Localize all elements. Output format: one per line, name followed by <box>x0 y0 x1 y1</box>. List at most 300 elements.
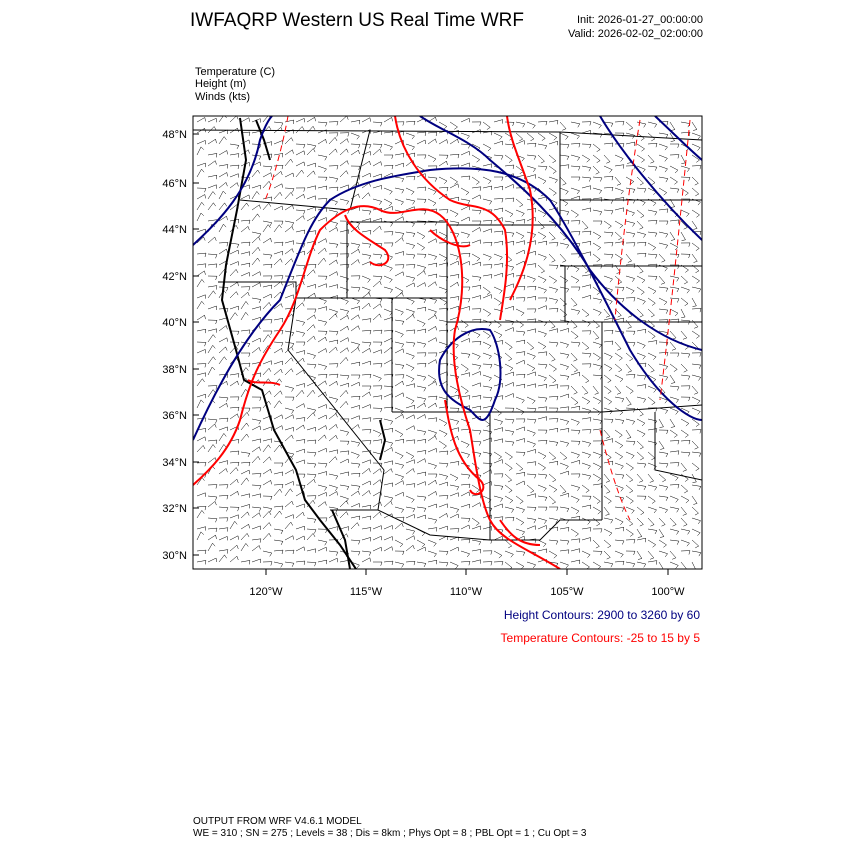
wind-barb <box>527 286 536 290</box>
wind-barb <box>604 364 612 371</box>
wind-barb <box>659 551 668 557</box>
wind-barb <box>197 163 206 167</box>
wind-barb <box>285 397 294 401</box>
wind-barb <box>604 232 613 236</box>
wind-barb <box>384 338 393 342</box>
wind-barb <box>604 254 613 258</box>
wind-barb <box>384 165 393 169</box>
wind-barb <box>197 253 206 257</box>
wind-barb <box>604 439 613 443</box>
wind-barb <box>439 161 448 166</box>
wind-barb <box>230 243 239 248</box>
wind-barb <box>549 254 555 262</box>
wind-barb <box>571 372 580 376</box>
wind-barb <box>494 263 503 267</box>
wind-barb <box>274 369 282 375</box>
wind-barb <box>373 536 382 540</box>
wind-barb <box>494 496 503 502</box>
wind-barb <box>505 306 514 310</box>
wind-barb <box>428 518 437 523</box>
wind-barb <box>571 166 580 170</box>
wind-barb <box>329 133 338 137</box>
wind-barb <box>318 540 327 545</box>
wind-barb <box>571 309 580 315</box>
wind-barb <box>296 351 305 355</box>
wind-barb <box>285 192 293 199</box>
wind-barb <box>483 254 491 260</box>
wind-barb <box>681 386 690 390</box>
wind-barb <box>571 560 580 564</box>
wind-barb <box>527 430 535 436</box>
wind-barb <box>285 159 293 166</box>
wind-barb <box>439 496 448 500</box>
wind-barb <box>252 214 260 221</box>
wind-barb <box>208 161 217 166</box>
wind-barb <box>362 374 371 378</box>
wind-barb <box>252 559 261 563</box>
wind-barb <box>571 529 579 536</box>
wind-barb <box>296 504 305 508</box>
wind-barb <box>329 309 338 315</box>
wind-barb <box>373 298 382 303</box>
wind-barb <box>417 415 426 420</box>
wind-barb <box>384 155 393 159</box>
wind-barb <box>406 133 415 139</box>
wind-barb <box>351 260 359 266</box>
wind-barb <box>549 408 558 412</box>
wind-barb <box>494 287 502 294</box>
wind-barb <box>395 452 403 459</box>
wind-barb <box>230 545 238 551</box>
wind-barb <box>527 441 536 447</box>
wind-barb <box>615 441 623 448</box>
wind-barb <box>219 191 226 199</box>
wind-barb <box>208 175 217 179</box>
wind-barb <box>483 342 491 349</box>
wind-barb <box>461 561 470 565</box>
wind-barb <box>285 358 293 364</box>
wind-barb <box>571 474 580 478</box>
wind-barb <box>230 144 239 149</box>
wind-barb <box>472 122 481 126</box>
wind-barb <box>637 287 644 295</box>
wind-barb <box>263 173 272 177</box>
wind-barb <box>439 513 448 518</box>
wind-barb <box>692 331 700 339</box>
wind-barb <box>406 298 414 304</box>
wind-barb <box>362 319 371 323</box>
wind-barb <box>318 307 327 311</box>
wind-barb <box>604 143 613 147</box>
wind-barb <box>571 507 579 514</box>
wind-barb <box>483 177 491 184</box>
wind-barb <box>560 386 569 390</box>
temperature-contour-legend: Temperature Contours: -25 to 15 by 5 <box>500 631 700 645</box>
wind-barb <box>648 232 657 237</box>
wind-barb <box>417 430 426 435</box>
wind-barb <box>307 549 316 553</box>
wind-barb <box>208 153 217 157</box>
wind-barb <box>593 122 601 128</box>
wind-barb <box>219 418 228 422</box>
wind-barb <box>263 294 272 298</box>
wind-barb <box>197 445 205 452</box>
wind-barb <box>197 301 204 309</box>
wind-barb <box>637 551 642 560</box>
wind-barb <box>307 163 316 167</box>
wind-barb <box>208 286 217 290</box>
wind-barb <box>560 550 569 554</box>
wind-barb <box>428 396 437 400</box>
wind-barb <box>197 550 206 554</box>
wind-barb <box>582 353 591 357</box>
wind-barb <box>615 561 624 565</box>
wind-barb <box>417 155 426 159</box>
wind-barb <box>549 177 558 183</box>
wind-barb <box>219 433 226 441</box>
wind-barb <box>648 452 655 460</box>
wind-barb <box>340 116 348 122</box>
wind-barb <box>384 496 393 501</box>
wind-barb <box>428 282 437 287</box>
wind-barb <box>494 485 503 490</box>
wind-barb <box>604 518 613 523</box>
wind-barb <box>406 276 415 282</box>
wind-barb <box>670 562 678 568</box>
wind-barb <box>428 274 437 278</box>
wind-barb <box>483 220 492 224</box>
wind-barb <box>351 243 360 248</box>
wind-barb <box>263 320 272 324</box>
wind-barb <box>626 166 635 170</box>
wind-barb <box>417 298 426 303</box>
wind-barb <box>637 177 644 185</box>
wind-barb <box>340 133 349 137</box>
wind-barb <box>549 265 558 269</box>
wind-barb <box>681 529 690 534</box>
lat-label: 38°N <box>162 364 187 376</box>
wind-barb <box>362 386 371 390</box>
wind-barb <box>318 349 327 354</box>
wind-barb <box>626 177 634 184</box>
wind-barb <box>472 518 479 526</box>
wind-barb <box>549 166 556 174</box>
wind-barb <box>483 122 490 130</box>
wind-barb <box>395 232 404 237</box>
wind-barb <box>307 144 316 149</box>
wind-barb <box>428 326 437 331</box>
wind-barb <box>208 237 216 243</box>
wind-barb <box>670 232 675 241</box>
wind-barb <box>241 272 250 276</box>
wind-barb <box>549 452 556 460</box>
wind-barb <box>527 264 536 268</box>
wind-barb <box>692 375 701 381</box>
wind-barb <box>527 397 535 404</box>
wind-barb <box>615 452 623 459</box>
wind-barb <box>362 460 371 464</box>
wind-barb <box>538 144 547 149</box>
wind-barb <box>318 405 327 409</box>
wind-barb <box>593 375 602 379</box>
wind-barb <box>571 143 580 147</box>
wind-barb <box>516 408 524 415</box>
wind-barb <box>626 364 632 372</box>
wind-barb <box>219 182 227 188</box>
wind-barb <box>406 243 415 249</box>
wind-barb <box>351 194 360 199</box>
wind-barb <box>494 517 503 521</box>
wind-barb <box>395 265 404 269</box>
wind-barb <box>670 419 675 428</box>
wind-barb <box>428 480 437 485</box>
wind-barb <box>252 347 260 353</box>
wind-barb <box>549 320 555 328</box>
wind-barb <box>373 149 381 155</box>
wind-barb <box>340 348 349 353</box>
wind-barb <box>527 342 534 350</box>
wind-barb <box>274 361 283 365</box>
wind-barb <box>318 492 327 496</box>
wind-barb <box>505 372 514 376</box>
wind-barb <box>571 287 580 291</box>
wind-barb <box>637 342 645 348</box>
wind-barb <box>373 430 381 437</box>
wind-barb <box>604 452 611 460</box>
wind-barb <box>428 418 437 422</box>
wind-barb <box>472 309 481 313</box>
wind-barb <box>571 221 580 225</box>
wind-barb <box>351 362 360 366</box>
wind-barb <box>648 397 655 405</box>
wind-barb <box>483 144 491 151</box>
wind-barb <box>197 560 206 564</box>
wind-barb <box>307 413 315 419</box>
wind-barb <box>274 184 283 188</box>
wind-barb <box>307 496 316 500</box>
wind-barb <box>571 155 580 161</box>
wind-barb <box>472 560 481 564</box>
wind-barb <box>307 562 316 566</box>
wind-barb <box>307 463 316 468</box>
wind-barb <box>252 232 261 237</box>
wind-barb <box>648 143 657 147</box>
wind-barb <box>329 347 337 353</box>
wind-barb <box>285 138 293 144</box>
wind-barb <box>439 155 448 159</box>
wind-barb <box>461 217 470 221</box>
wind-barb <box>318 374 327 378</box>
wind-barb <box>538 254 546 260</box>
wind-barb <box>263 507 272 512</box>
wind-barb <box>208 528 217 532</box>
wind-barb <box>395 342 404 348</box>
wind-barb <box>395 523 403 529</box>
wind-barb <box>681 309 685 318</box>
lat-label: 32°N <box>162 503 187 515</box>
wind-barb <box>549 141 558 145</box>
wind-barb <box>637 538 646 542</box>
wind-barb <box>538 452 546 459</box>
wind-barb <box>483 309 491 316</box>
wind-barb <box>439 263 448 267</box>
wind-barb <box>450 184 459 188</box>
wind-barb <box>681 452 690 456</box>
wind-barb <box>351 441 360 446</box>
wind-barb <box>241 203 249 210</box>
wind-barb <box>648 474 654 482</box>
wind-barb <box>307 309 316 313</box>
wind-barb <box>461 373 470 377</box>
wind-barb <box>461 386 468 394</box>
wind-barb <box>197 379 205 386</box>
wind-barb <box>560 364 569 370</box>
wind-barb <box>329 177 338 182</box>
wind-barb <box>516 210 524 216</box>
wind-barb <box>692 287 701 292</box>
wind-barb <box>318 155 327 160</box>
wind-barb <box>285 489 293 496</box>
wind-barb <box>373 314 381 320</box>
wind-barb <box>395 349 404 353</box>
wind-barb <box>659 408 668 414</box>
wind-barb <box>428 353 437 357</box>
wind-barb <box>241 220 250 224</box>
wind-barb <box>417 320 425 327</box>
wind-barb <box>329 314 337 320</box>
wind-barb <box>263 445 271 452</box>
wind-barb <box>318 448 327 452</box>
wind-barb <box>450 408 459 412</box>
wind-barb <box>274 259 282 265</box>
wind-barb <box>494 460 503 464</box>
wind-barb <box>472 383 481 387</box>
wind-barb <box>549 419 558 423</box>
wind-barb <box>472 364 481 369</box>
wind-barb <box>527 372 536 376</box>
wind-barb <box>307 207 316 211</box>
wind-barb <box>648 166 657 171</box>
wind-barb <box>527 518 536 523</box>
wind-barb <box>318 337 327 342</box>
wind-barb <box>219 427 228 431</box>
wind-barb <box>681 485 688 493</box>
wind-barb <box>648 309 655 317</box>
wind-barb <box>560 309 567 317</box>
wind-barb <box>241 462 250 466</box>
wind-barb <box>505 155 512 163</box>
wind-barb <box>582 418 591 422</box>
wind-barb <box>637 474 643 482</box>
wind-barb <box>197 373 206 377</box>
wind-barb <box>450 507 459 513</box>
wind-barb <box>538 306 547 310</box>
wind-barb <box>648 341 657 345</box>
wind-barb <box>582 505 591 509</box>
wind-barb <box>659 452 668 457</box>
wind-barb <box>670 375 675 384</box>
wind-barb <box>648 540 656 547</box>
wind-barb <box>362 243 371 248</box>
wind-barb <box>285 205 294 210</box>
wind-barb <box>637 562 646 567</box>
wind-barb <box>362 118 371 122</box>
wind-barb <box>494 231 503 235</box>
wind-barb <box>549 428 558 432</box>
wind-barb <box>494 186 503 190</box>
wind-barb <box>659 430 668 434</box>
wind-barb <box>604 474 610 482</box>
wind-barb <box>340 496 349 502</box>
wind-barb <box>615 375 623 382</box>
wind-barb <box>527 449 536 453</box>
wind-barb <box>626 485 633 493</box>
wind-barb <box>670 276 679 281</box>
wind-barb <box>219 555 227 562</box>
wind-barb <box>428 375 436 382</box>
wind-barb <box>197 128 206 133</box>
wind-barb <box>373 512 381 518</box>
wind-barb <box>472 155 480 162</box>
wind-barb <box>351 463 360 468</box>
wind-barb <box>560 165 569 169</box>
wind-barb <box>560 210 569 215</box>
wind-barb <box>340 560 349 564</box>
wind-barb <box>395 540 403 547</box>
wind-barb <box>549 385 558 389</box>
wind-barb <box>560 122 566 130</box>
wind-barb <box>692 122 697 131</box>
wind-barb <box>472 430 481 435</box>
wind-barb <box>230 451 239 455</box>
wind-barb <box>362 303 370 309</box>
wind-barb <box>340 512 348 518</box>
wind-barb <box>263 197 272 201</box>
wind-barb <box>428 528 437 532</box>
wind-barb <box>626 463 634 471</box>
wind-barb <box>318 502 326 507</box>
wind-barb <box>538 430 547 434</box>
wind-barb <box>549 441 558 446</box>
wind-barb <box>307 270 315 276</box>
wind-barb <box>318 284 327 288</box>
wind-barb <box>505 394 514 398</box>
wind-barb <box>560 452 567 460</box>
wind-barb <box>362 287 370 293</box>
wind-barb <box>395 414 404 419</box>
wind-barb <box>362 254 371 259</box>
wind-barb <box>538 525 547 529</box>
wind-barb <box>670 507 679 512</box>
wind-barb <box>329 340 338 344</box>
wind-barb <box>637 253 646 257</box>
wind-barb <box>351 150 360 155</box>
wind-barb <box>296 547 305 551</box>
wind-barb <box>230 381 239 386</box>
wind-barb <box>395 163 404 167</box>
wind-barb <box>428 199 436 206</box>
wind-barb <box>450 529 459 533</box>
model-info-line1: OUTPUT FROM WRF V4.6.1 MODEL <box>193 816 362 827</box>
wind-barb <box>593 386 599 394</box>
wind-barb <box>395 331 403 337</box>
wind-barb <box>494 551 502 558</box>
wind-barb <box>296 162 305 166</box>
wind-barb <box>230 292 238 298</box>
wind-barb <box>406 507 415 512</box>
wind-barb <box>516 241 525 245</box>
wind-barb <box>494 241 503 245</box>
